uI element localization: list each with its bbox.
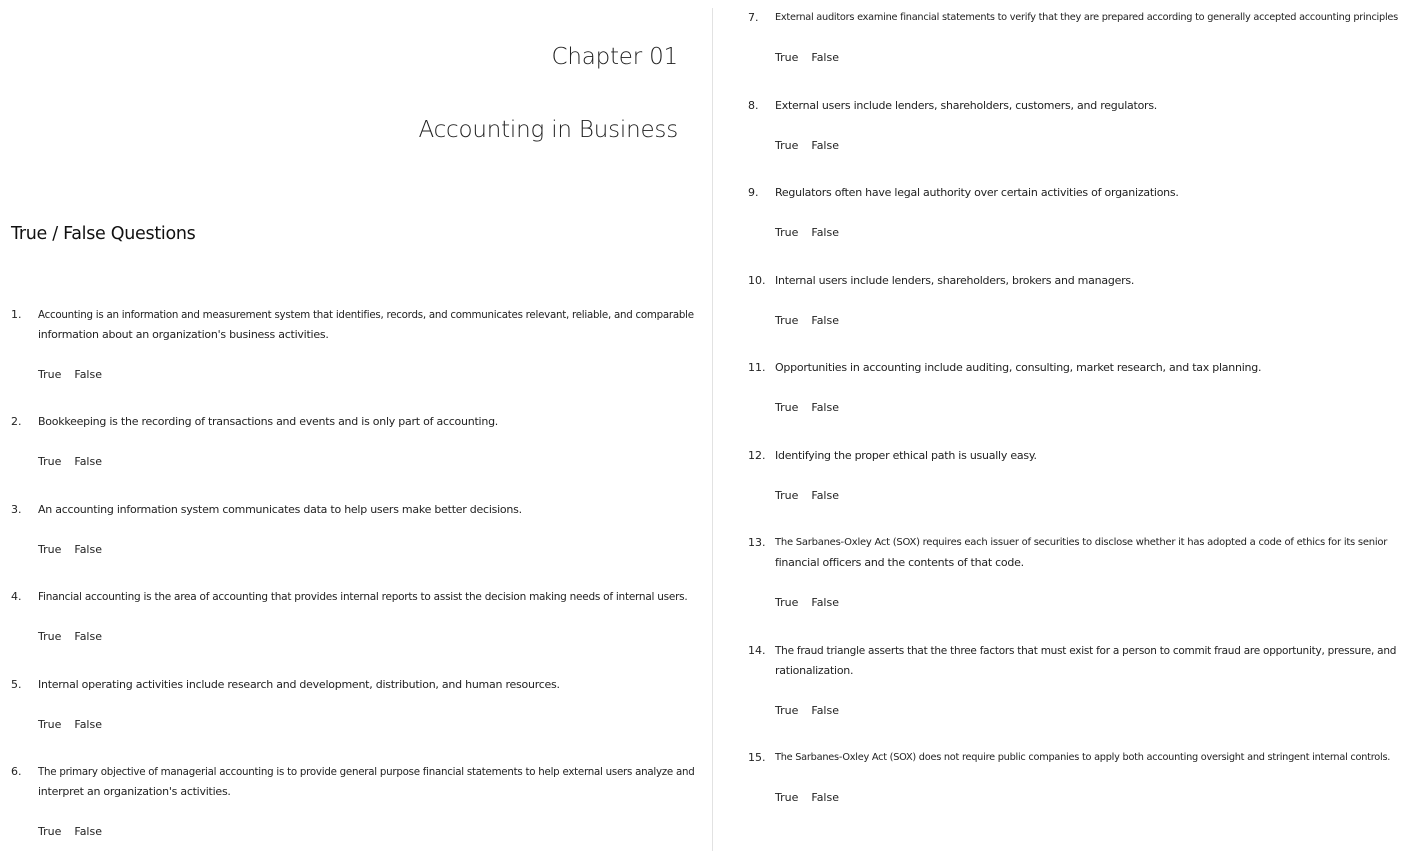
question-text: External users include lenders, shareholders, customers, and regulators.: [775, 99, 1158, 112]
option-true[interactable]: True: [775, 489, 799, 502]
question-number: 10.: [748, 274, 766, 287]
question-text: information about an organization's business activities.: [38, 328, 329, 341]
option-false[interactable]: False: [74, 825, 102, 838]
true-false-options: [38, 540, 102, 560]
true-false-options: [775, 788, 839, 808]
question-number: 8.: [748, 99, 759, 112]
question-text: External auditors examine financial statements to verify that they are prepared according to generally accepted accounting principles: [775, 12, 1398, 23]
question-number: 11.: [748, 361, 766, 374]
true-false-options: [38, 365, 102, 385]
page-right: [713, 0, 1403, 851]
true-false-options: [775, 486, 839, 506]
option-false[interactable]: False: [811, 314, 839, 327]
option-false[interactable]: False: [811, 51, 839, 64]
option-false[interactable]: False: [74, 368, 102, 381]
true-false-options: [775, 223, 839, 243]
option-true[interactable]: True: [775, 51, 799, 64]
true-false-options: [775, 701, 839, 721]
question-text: Bookkeeping is the recording of transactions and events and is only part of accounting.: [38, 415, 499, 428]
question-number: 12.: [748, 449, 766, 462]
question-text: Identifying the proper ethical path is usually easy.: [775, 449, 1037, 462]
option-false[interactable]: False: [811, 139, 839, 152]
question-text: Internal operating activities include research and development, distribution, and human resources.: [38, 678, 560, 691]
question-text: Accounting is an information and measurement system that identifies, records, and communicates relevant, reliable, and comparable: [38, 309, 694, 321]
true-false-options: [775, 593, 839, 613]
option-true[interactable]: True: [775, 596, 799, 609]
option-false[interactable]: False: [811, 704, 839, 717]
true-false-options: [38, 822, 102, 842]
option-true[interactable]: True: [38, 630, 62, 643]
true-false-options: [38, 627, 102, 647]
question-number: 14.: [748, 644, 766, 657]
option-true[interactable]: True: [38, 718, 62, 731]
option-true[interactable]: True: [775, 401, 799, 414]
option-false[interactable]: False: [811, 596, 839, 609]
question-number: 15.: [748, 751, 766, 764]
option-false[interactable]: False: [811, 489, 839, 502]
option-false[interactable]: False: [74, 455, 102, 468]
option-false[interactable]: False: [74, 543, 102, 556]
option-false[interactable]: False: [74, 718, 102, 731]
option-true[interactable]: True: [38, 825, 62, 838]
option-true[interactable]: True: [38, 368, 62, 381]
question-text: Opportunities in accounting include auditing, consulting, market research, and tax planning.: [775, 361, 1262, 374]
option-true[interactable]: True: [38, 455, 62, 468]
question-text: Internal users include lenders, shareholders, brokers and managers.: [775, 274, 1135, 287]
option-false[interactable]: False: [811, 226, 839, 239]
option-true[interactable]: True: [775, 314, 799, 327]
question-text: The fraud triangle asserts that the three factors that must exist for a person to commit fraud are opportunity, pressure, and: [775, 645, 1397, 657]
true-false-options: [38, 715, 102, 735]
chapter-title: Chapter 01: [551, 44, 678, 70]
question-number: 9.: [748, 186, 759, 199]
option-true[interactable]: True: [775, 226, 799, 239]
true-false-options: [775, 48, 839, 68]
option-true[interactable]: True: [38, 543, 62, 556]
question-text: Regulators often have legal authority over certain activities of organizations.: [775, 186, 1179, 199]
question-text: interpret an organization's activities.: [38, 785, 231, 798]
option-true[interactable]: True: [775, 704, 799, 717]
question-text: financial officers and the contents of that code.: [775, 556, 1024, 569]
question-text: Financial accounting is the area of accounting that provides internal reports to assist the decision making needs of internal users.: [38, 591, 688, 603]
question-text: The primary objective of managerial accounting is to provide general purpose financial statements to help external users analyze and: [38, 766, 695, 778]
question-number: 7.: [748, 11, 759, 24]
question-number: 6.: [11, 765, 22, 778]
question-number: 13.: [748, 536, 766, 549]
option-true[interactable]: True: [775, 791, 799, 804]
question-text: An accounting information system communicates data to help users make better decisions.: [38, 503, 522, 516]
question-text: The Sarbanes-Oxley Act (SOX) requires each issuer of securities to disclose whether it has adopted a code of ethics for its senior: [775, 537, 1388, 548]
true-false-options: [775, 136, 839, 156]
option-false[interactable]: False: [811, 401, 839, 414]
question-number: 4.: [11, 590, 22, 603]
true-false-options: [38, 452, 102, 472]
true-false-options: [775, 398, 839, 418]
question-number: 1.: [11, 308, 22, 321]
true-false-options: [775, 311, 839, 331]
question-number: 3.: [11, 503, 22, 516]
question-text: The Sarbanes-Oxley Act (SOX) does not require public companies to apply both accounting oversight and stringent internal controls.: [775, 752, 1391, 763]
option-true[interactable]: True: [775, 139, 799, 152]
question-number: 5.: [11, 678, 22, 691]
section-heading: True / False Questions: [11, 224, 196, 244]
option-false[interactable]: False: [811, 791, 839, 804]
question-text: rationalization.: [775, 664, 854, 677]
question-number: 2.: [11, 415, 22, 428]
option-false[interactable]: False: [74, 630, 102, 643]
subject-title: Accounting in Business: [418, 117, 678, 143]
